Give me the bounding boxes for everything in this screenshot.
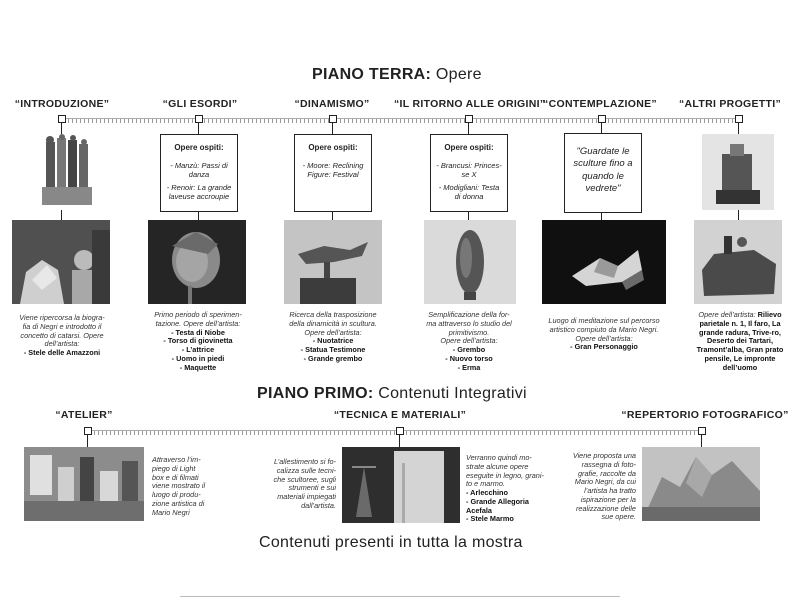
description-line: ma attraverso lo studio del	[426, 318, 512, 328]
landscape-photo-icon	[642, 447, 760, 521]
description-line: Mario Negri, da cui	[574, 477, 636, 487]
photo-atelier	[24, 447, 144, 521]
description-line: Ricerca della trasposizione	[289, 310, 377, 319]
connector-line	[87, 435, 88, 447]
description-line: ispirazione per la	[580, 494, 636, 504]
description-line: Opere dell’artista:	[698, 310, 756, 319]
ground-floor-title	[312, 66, 482, 84]
description-line: realizzazione delle	[575, 503, 636, 513]
work-title: Rilievo parietale n. 1, Il faro, La grande radura, Trive-ro, Deserto dei Tartari, Tramont’alba, Gran prato pensile, Le impronte dell’uomo	[696, 310, 784, 372]
description-line: rassegna di foto-	[581, 459, 636, 469]
description-line: grafie, raccolte da	[577, 468, 636, 478]
photo-introduzione-sculpture	[12, 220, 110, 304]
description-contemplazione	[536, 317, 672, 352]
description-line: Viene proposta una	[572, 451, 636, 460]
guest-work: - Brancusi: Princes-se X	[436, 161, 502, 180]
head-sculpture-icon	[148, 220, 246, 304]
description-tecnica-left	[262, 458, 336, 511]
work-title: - Uomo in piedi	[171, 353, 225, 363]
timeline-node	[735, 115, 743, 123]
guest-work: - Modigliani: Testa di donna	[438, 182, 500, 202]
description-line: della dinamicità in scultura.	[289, 318, 377, 328]
photo-testa-di-niobe	[148, 220, 246, 304]
description-esordi	[144, 311, 252, 372]
section-altri-progetti: “ALTRI PROGETTI”	[678, 98, 782, 110]
description-origini	[412, 311, 526, 372]
first-floor-title-bold: PIANO PRIMO:	[257, 385, 374, 402]
connector-line	[61, 210, 62, 220]
description-line: Mario Negri	[152, 507, 190, 517]
connector-line	[738, 210, 739, 220]
work-title: - Grande grembo	[303, 353, 363, 363]
description-line: piego di Light	[152, 463, 196, 473]
first-floor-title-rest: Contenuti Integrativi	[373, 385, 527, 402]
description-line: viene mostrato il	[152, 481, 206, 491]
description-repertorio	[556, 452, 636, 522]
sculpture-icon	[284, 220, 382, 304]
work-title: Acefala	[466, 505, 492, 515]
section-ritorno-origini: “IL RITORNO ALLE ORIGINI”	[394, 98, 546, 110]
description-line: Opere dell’artista:	[440, 336, 498, 346]
guest-box-dinamismo	[294, 134, 372, 212]
description-line: l’artista ha tratto	[584, 486, 636, 495]
work-title: - Torso di giovinetta	[163, 336, 233, 346]
description-line: zione artistica di	[152, 498, 205, 508]
description-line: luogo di produ-	[152, 490, 201, 499]
timeline-node	[84, 427, 92, 435]
guest-work: - Renoir: La grande laveuse accroupie	[166, 182, 232, 202]
description-line: Primo periodo di sperimen-	[154, 310, 242, 319]
photo-gran-personaggio	[542, 220, 666, 304]
description-line: concetto di catarsi. Opere	[20, 330, 104, 340]
description-line: sue opere.	[601, 512, 636, 522]
section-dinamismo: “DINAMISMO”	[294, 98, 370, 110]
work-title: - Gran Personaggio	[570, 342, 638, 352]
guest-work: - Moore: Reclining Figure: Festival	[302, 161, 364, 180]
sculpture-icon	[694, 220, 782, 304]
sculpture-icon	[424, 220, 516, 304]
quote-box-contemplazione	[564, 133, 642, 213]
description-line: primitivismo.	[448, 327, 490, 337]
work-title: - Grembo	[452, 345, 486, 354]
timeline-node	[598, 115, 606, 123]
studio-icon	[24, 447, 144, 521]
guest-box-title: Opere ospiti:	[174, 143, 224, 152]
section-gli-esordi: “GLI ESORDI”	[162, 98, 238, 110]
description-atelier	[152, 456, 232, 517]
description-line: eseguite in legno, grani-	[466, 470, 544, 480]
work-title: - L’attrice	[181, 345, 215, 354]
guest-work: - Manzù: Passi di danza	[170, 161, 228, 180]
description-introduzione	[6, 314, 118, 358]
description-line: artistico compiuto da Mario Negri.	[549, 324, 659, 334]
photo-altri-progetti-top	[702, 134, 774, 210]
footer-divider	[180, 596, 620, 597]
quote-text: "Guardate le sculture fino a quando le vedrete"	[573, 146, 633, 195]
first-floor-timeline	[86, 430, 704, 435]
work-title: - Erma	[457, 362, 481, 372]
description-line: dell’artista:	[44, 339, 80, 349]
description-line: fia di Negri e introdotto il	[22, 321, 102, 331]
footer-title: Contenuti presenti in tutta la mostra	[259, 534, 523, 551]
ground-floor-title-rest: Opere	[431, 66, 482, 83]
description-altri-progetti	[688, 311, 792, 372]
sculpture-figures-icon	[36, 134, 98, 210]
connector-line	[601, 123, 602, 133]
description-line: strumenti e sui	[288, 483, 336, 493]
work-title: - Testa di Niobe	[171, 327, 225, 337]
sculpture-icon	[12, 220, 110, 304]
photo-altri-progetti-bottom	[694, 220, 782, 304]
work-title: - Stele delle Amazzoni	[23, 348, 101, 357]
sculpture-icon	[542, 220, 666, 304]
work-title: - Stele Marmo	[466, 514, 514, 524]
description-line: Opere dell’artista:	[304, 327, 362, 337]
timeline-node	[195, 115, 203, 123]
work-title: - Arlecchino	[466, 488, 508, 497]
section-introduzione: “INTRODUZIONE”	[14, 98, 110, 110]
connector-line	[399, 435, 400, 447]
work-title: - Maquette	[179, 362, 217, 372]
description-line: Luogo di meditazione sul percorso	[548, 316, 660, 325]
photo-grembo	[424, 220, 516, 304]
connector-line	[332, 212, 333, 220]
photo-nuotatrice	[284, 220, 382, 304]
timeline-node	[698, 427, 706, 435]
timeline-node	[465, 115, 473, 123]
description-line: materiali impiegati	[277, 492, 336, 501]
description-line: Viene ripercorsa la biogra-	[19, 313, 105, 322]
description-tecnica-right	[466, 454, 550, 524]
connector-line	[468, 212, 469, 220]
description-line: Attraverso l’im-	[152, 455, 201, 464]
description-line: to e marmo.	[466, 479, 505, 489]
description-line: Opere dell’artista:	[575, 333, 633, 343]
description-line: strate alcune opere	[466, 461, 529, 471]
description-line: che scultoree, sugli	[273, 474, 336, 484]
first-floor-title	[257, 385, 527, 403]
connector-line	[198, 212, 199, 220]
connector-line	[601, 213, 602, 220]
guest-box-origini	[430, 134, 508, 212]
description-line: Semplificazione della for-	[428, 310, 510, 319]
tools-icon	[342, 447, 460, 523]
timeline-node	[329, 115, 337, 123]
work-title: - Grande Allegoria	[466, 496, 529, 506]
ground-floor-title-bold: PIANO TERRA:	[312, 66, 432, 83]
photo-tecnica-materiali	[342, 447, 460, 523]
timeline-node	[58, 115, 66, 123]
guest-box-esordi	[160, 134, 238, 212]
photo-repertorio	[642, 447, 760, 521]
work-title: - Nuovo torso	[445, 353, 493, 363]
section-contemplazione: “CONTEMPLAZIONE”	[543, 98, 657, 110]
connector-line	[701, 435, 702, 447]
sculpture-icon	[702, 134, 774, 210]
description-line: dall’artista.	[301, 500, 336, 510]
work-title: - Nuotatrice	[312, 336, 354, 346]
description-line: box e di filmati	[152, 472, 199, 482]
work-title: - Statua Testimone	[300, 345, 366, 354]
description-line: calizza sulle tecni-	[276, 465, 336, 475]
description-line: tazione. Opere dell’artista:	[155, 318, 241, 328]
timeline-node	[396, 427, 404, 435]
section-tecnica-materiali: “TECNICA E MATERIALI”	[333, 409, 467, 421]
section-atelier: “ATELIER”	[55, 409, 113, 421]
photo-amazzoni-stele	[36, 134, 98, 210]
ground-floor-timeline	[60, 118, 740, 123]
description-dinamismo	[278, 311, 388, 364]
guest-box-title: Opere ospiti:	[444, 143, 494, 152]
description-line: L’allestimento si fo-	[273, 457, 336, 466]
section-repertorio-fotografico: “REPERTORIO FOTOGRAFICO”	[621, 409, 789, 421]
description-line: Verranno quindi mo-	[466, 453, 532, 462]
guest-box-title: Opere ospiti:	[308, 143, 358, 152]
